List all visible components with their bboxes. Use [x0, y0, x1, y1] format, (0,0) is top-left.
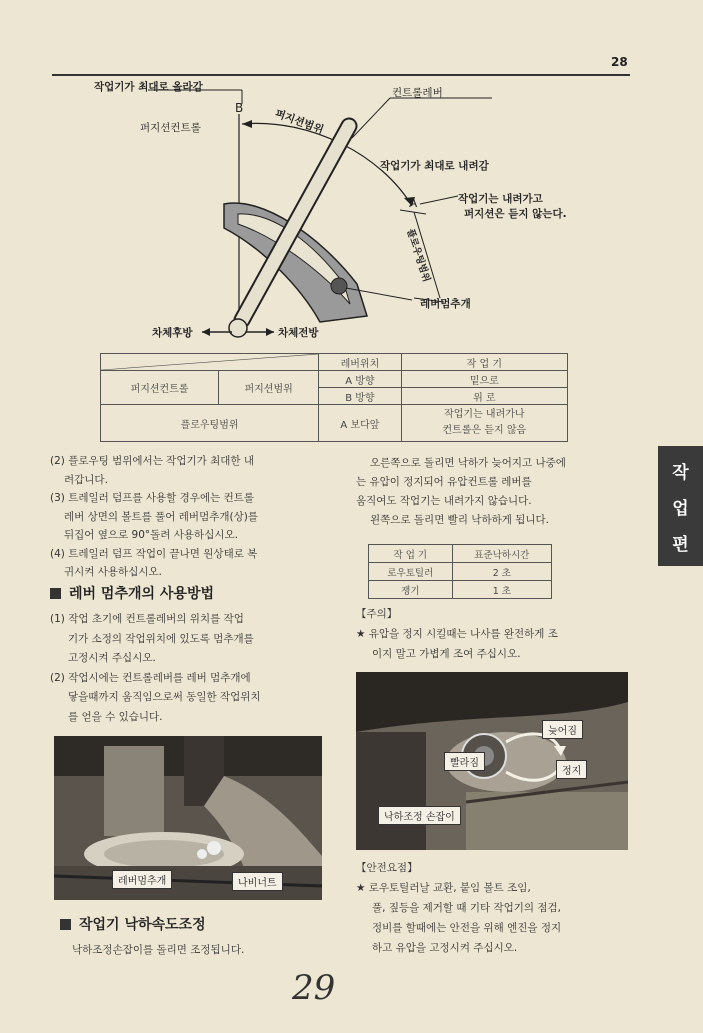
heading-stopper-text: 레버 멈추개의 사용방법 — [69, 586, 214, 602]
r-line1: 오른쪽으로 돌리면 낙하가 늦어지고 나중에 — [370, 457, 566, 469]
label-floating-range: 플로우팅범위 — [404, 227, 432, 284]
label-lowers-note-2: 퍼지션은 듣지 않는다. — [464, 208, 567, 220]
label-control-lever: 컨트롤레버 — [392, 87, 443, 99]
spec-r2-pos: B 방향 — [319, 388, 402, 405]
spec-r3-imp — [401, 405, 567, 442]
label-lowers-note-1: 작업기는 내려가고 — [458, 193, 543, 205]
label-b: B — [235, 101, 244, 115]
safety-line1: ★ 로우토틸러날 교환, 붙임 볼트 조임, — [356, 882, 531, 894]
speed-text: 낙하조정손잡이를 돌리면 조정됩니다. — [72, 944, 245, 956]
heading-stopper-usage — [50, 583, 214, 603]
photo2-caption-knob: 낙하조정 손잡이 — [378, 806, 461, 825]
caution-block — [356, 604, 558, 664]
caution-line1: ★ 유압을 정지 시킬때는 나사를 완전하게 조 — [356, 628, 558, 640]
s1-line2: 기가 소정의 작업위치에 있도록 멈추개를 — [68, 632, 254, 645]
spec-r3-imp-line1: 작업기는 내려가나 — [444, 409, 525, 420]
tab-char-1: 작 — [672, 462, 689, 483]
p3-line3: 뒤집어 옆으로 90°돌려 사용하십시오. — [64, 529, 238, 541]
spec-r3-pos: A 보다앞 — [319, 405, 402, 442]
spec-position-control: 퍼지션컨트롤 — [101, 371, 219, 405]
rate-r1-time: 2 초 — [452, 563, 551, 581]
left-paragraphs — [50, 452, 258, 582]
photo-lever-stopper — [54, 736, 322, 900]
safety-line2: 풀, 짚등을 제거할 때 기타 작업기의 점검, — [372, 902, 561, 914]
p4-line1: (4) 트레일러 덤프 작업이 끝나면 원상태로 복 — [50, 547, 258, 560]
spec-r3-imp-line2: 컨트롤은 듣지 않음 — [442, 425, 527, 436]
spec-header-implement: 작 업 기 — [401, 354, 567, 371]
rate-r2-time: 1 초 — [452, 581, 551, 599]
label-max-down: 작업기가 최대로 내려감 — [380, 160, 489, 172]
heading-bullet — [50, 588, 61, 599]
right-paragraphs — [356, 454, 566, 530]
p4-line2: 귀시켜 사용하십시오. — [64, 566, 162, 578]
page-number: 28 — [611, 55, 628, 69]
lever-diagram — [52, 76, 612, 346]
label-position-control: 퍼지션컨트롤 — [140, 122, 201, 134]
caution-line2: 이지 말고 가볍게 조여 주십시오. — [372, 648, 521, 660]
section-tab — [658, 446, 703, 566]
heading-speed-text: 작업기 낙하속도조정 — [79, 917, 206, 933]
label-position-range: 퍼지션범위 — [273, 107, 326, 137]
s2-line1: (2) 작업시에는 컨트롤레버를 레버 멈추개에 — [50, 671, 251, 684]
p2-line1: (2) 플로우팅 범위에서는 작업기가 최대한 내 — [50, 455, 254, 467]
lever-spec-table — [100, 353, 568, 442]
p3-line1: (3) 트레일러 덤프를 사용할 경우에는 컨트롤 — [50, 492, 254, 504]
heading-bullet-2 — [60, 919, 71, 930]
spec-floating-range: 플로우팅범위 — [101, 405, 319, 442]
heading-drop-speed — [60, 914, 206, 934]
r-line4: 왼쪽으로 돌리면 빨리 낙하하게 됩니다. — [370, 514, 549, 526]
r-line3: 움직여도 작업기는 내려가지 않습니다. — [356, 495, 532, 507]
s1-line3: 고정시켜 주십시오. — [68, 652, 156, 664]
tab-char-2: 업 — [672, 498, 689, 519]
drop-time-table — [368, 544, 552, 599]
p3-line2: 레버 상면의 볼트를 풀어 레버멈추개(상)를 — [64, 510, 258, 523]
spec-header-lever-pos: 레버위치 — [319, 354, 402, 371]
safety-title: 【안전요점】 — [356, 862, 418, 874]
rate-r1-implement: 로우토틸러 — [369, 563, 453, 581]
safety-line4: 하고 유압을 고정시켜 주십시오. — [372, 942, 518, 954]
rate-r2-implement: 쟁기 — [369, 581, 453, 599]
spec-position-range: 퍼지션범위 — [219, 371, 319, 405]
s1-line1: (1) 작업 초기에 컨트롤레버의 위치를 작업 — [50, 613, 244, 625]
p2-line2: 려갑니다. — [64, 473, 108, 486]
handwritten-number: 29 — [292, 968, 336, 1008]
spec-r2-imp: 위 로 — [401, 388, 567, 405]
s2-line2: 닿을때까지 움직임으로써 동일한 작업위치 — [68, 691, 261, 703]
spec-r1-pos: A 방향 — [319, 371, 402, 388]
label-max-up: 작업기가 최대로 올라감 — [94, 81, 203, 93]
photo2-caption-stop: 정지 — [556, 760, 587, 779]
spec-r1-imp: 밑으로 — [401, 371, 567, 388]
photo2-caption-fast: 빨라짐 — [444, 752, 485, 771]
rate-header-implement: 작 업 기 — [369, 545, 453, 563]
label-a: A — [409, 196, 418, 210]
tab-char-3: 편 — [672, 534, 689, 555]
caution-title: 【주의】 — [356, 608, 398, 620]
photo1-caption-nut: 나비너트 — [232, 872, 283, 891]
label-front: 차체전방 — [278, 327, 319, 339]
rate-header-time: 표준낙하시간 — [452, 545, 551, 563]
r-line2: 는 유압이 정지되어 유압컨트롤 레버를 — [356, 476, 532, 488]
label-lever-stopper: 레버멈추개 — [420, 298, 471, 310]
safety-line3: 정비를 할때에는 안전을 위해 엔진을 정지 — [372, 922, 562, 934]
safety-block — [356, 858, 561, 958]
photo2-caption-slow: 늦어짐 — [542, 720, 583, 739]
label-rear: 차체후방 — [152, 327, 193, 339]
stopper-paragraphs — [50, 610, 261, 727]
photo-drop-knob — [356, 672, 628, 850]
s2-line3: 를 얻을 수 있습니다. — [68, 710, 163, 723]
spec-header-blank — [101, 354, 319, 371]
photo1-caption-stopper: 레버멈추개 — [112, 870, 172, 889]
